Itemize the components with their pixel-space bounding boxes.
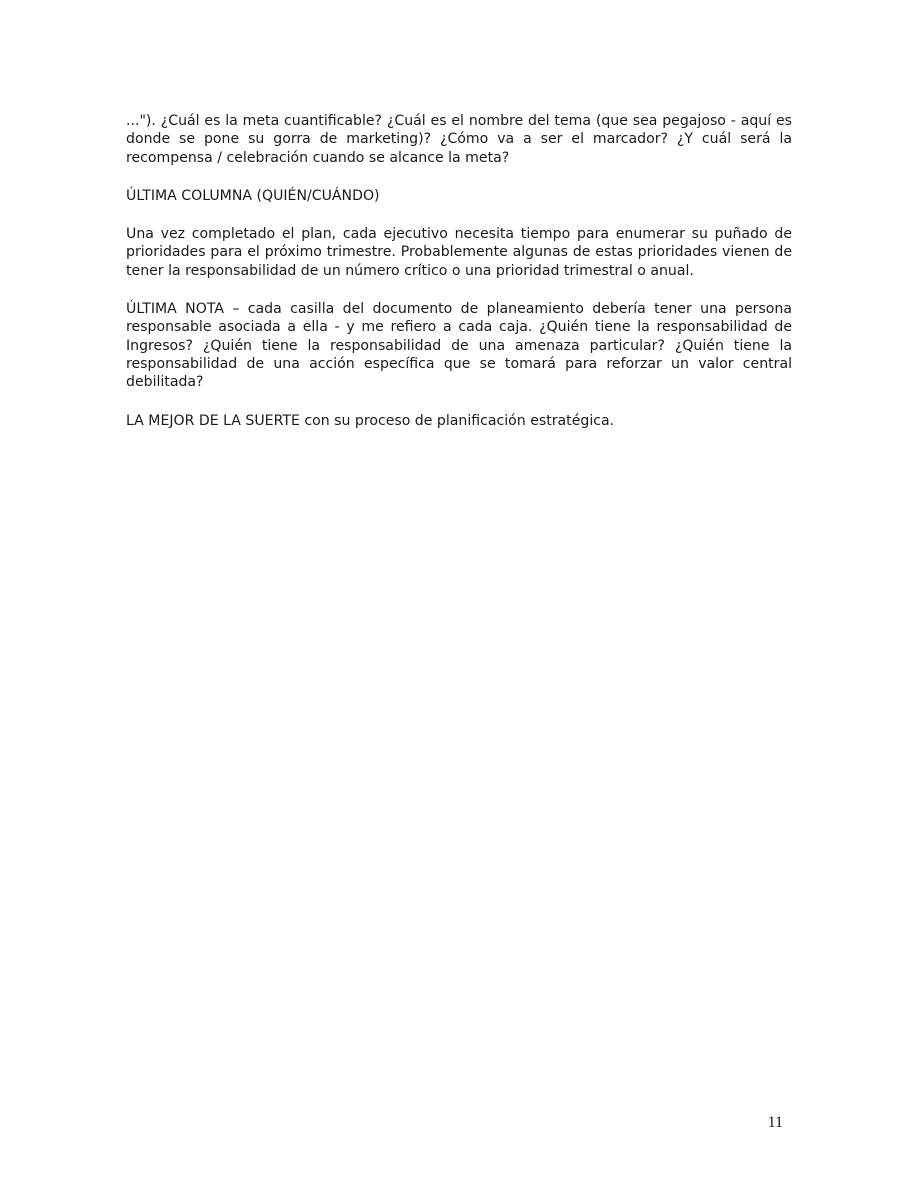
section-heading-last-column: ÚLTIMA COLUMNA (QUIÉN/CUÁNDO) xyxy=(126,187,380,204)
paragraph-last-note: ÚLTIMA NOTA – cada casilla del documento de planeamiento debería tener una persona responsable asociada a ella - y me refiero a cada caja. ¿Quién tiene la responsabilidad de Ingresos? ¿Quién tiene la responsabilidad de una amenaza particular? ¿Quién tiene la responsabilidad de una acción específica que se tomará para reforzar un valor central debilitada? xyxy=(126,301,792,391)
page-body xyxy=(126,112,792,450)
paragraph-priorities: Una vez completado el plan, cada ejecutivo necesita tiempo para enumerar su puñado de prioridades para el próximo trimestre. Probablemente algunas de estas prioridades vienen de tener la responsabilidad de un número crítico o una prioridad trimestral o anual. xyxy=(126,226,792,279)
paragraph-continuation: ..."). ¿Cuál es la meta cuantificable? ¿Cuál es el nombre del tema (que sea pegajoso - aquí es donde se pone su gorra de marketing)? ¿Cómo va a ser el marcador? ¿Y cuál será la recompensa / celebración cuando se alcance la meta? xyxy=(126,113,792,166)
page-number: 11 xyxy=(767,1114,783,1131)
paragraph-closing: LA MEJOR DE LA SUERTE con su proceso de planificación estratégica. xyxy=(126,412,615,429)
